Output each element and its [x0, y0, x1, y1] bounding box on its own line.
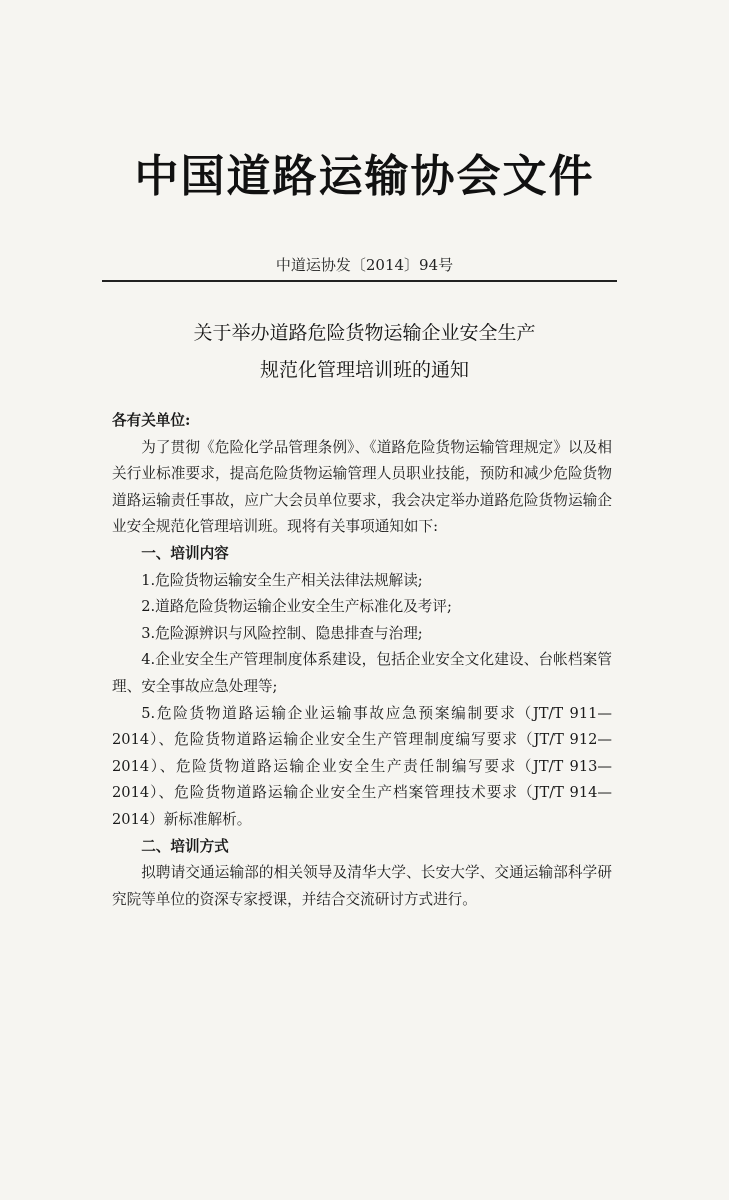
list-item: 1.危险货物运输安全生产相关法律法规解读;	[141, 571, 423, 589]
notice-title-line-2: 规范化管理培训班的通知	[259, 359, 469, 381]
document-number: 中道运协发〔2014〕94号	[275, 256, 454, 274]
header-divider	[102, 280, 617, 282]
notice-title-line-1: 关于举办道路危险货物运输企业安全生产	[193, 322, 536, 344]
section-heading-training-content: 一、培训内容	[141, 544, 229, 562]
list-item: 5.危险货物道路运输企业运输事故应急预案编制要求（JT/T 911—2014）、危险货物道路运输企业安全生产管理制度编写要求（JT/T 912—2014）、危险货物道路运输企业安全生产责任制编写要求（JT/T 913—2014）、危险货物道路运输企业安全生产档案管理技术要求（JT/T 914—2014）新标准解析。	[112, 704, 612, 828]
salutation: 各有关单位:	[112, 412, 191, 429]
document-masthead: 中国道路运输协会文件	[134, 151, 595, 202]
section-heading-training-method: 二、培训方式	[141, 837, 229, 855]
notice-body	[112, 408, 612, 913]
list-item: 4.企业安全生产管理制度体系建设，包括企业安全文化建设、台帐档案管理、安全事故应急处理等;	[112, 651, 612, 695]
training-method-paragraph: 拟聘请交通运输部的相关领导及清华大学、长安大学、交通运输部科学研究院等单位的资深专家授课，并结合交流研讨方式进行。	[112, 864, 612, 908]
intro-paragraph: 为了贯彻《危险化学品管理条例》、《道路危险货物运输管理规定》以及相关行业标准要求，提高危险货物运输管理人员职业技能，预防和减少危险货物道路运输责任事故，应广大会员单位要求，我会决定举办道路危险货物运输企业安全规范化管理培训班。现将有关事项通知如下:	[112, 438, 612, 536]
list-item: 2.道路危险货物运输企业安全生产标准化及考评;	[141, 598, 452, 616]
list-item: 3.危险源辨识与风险控制、隐患排查与治理;	[141, 624, 423, 642]
